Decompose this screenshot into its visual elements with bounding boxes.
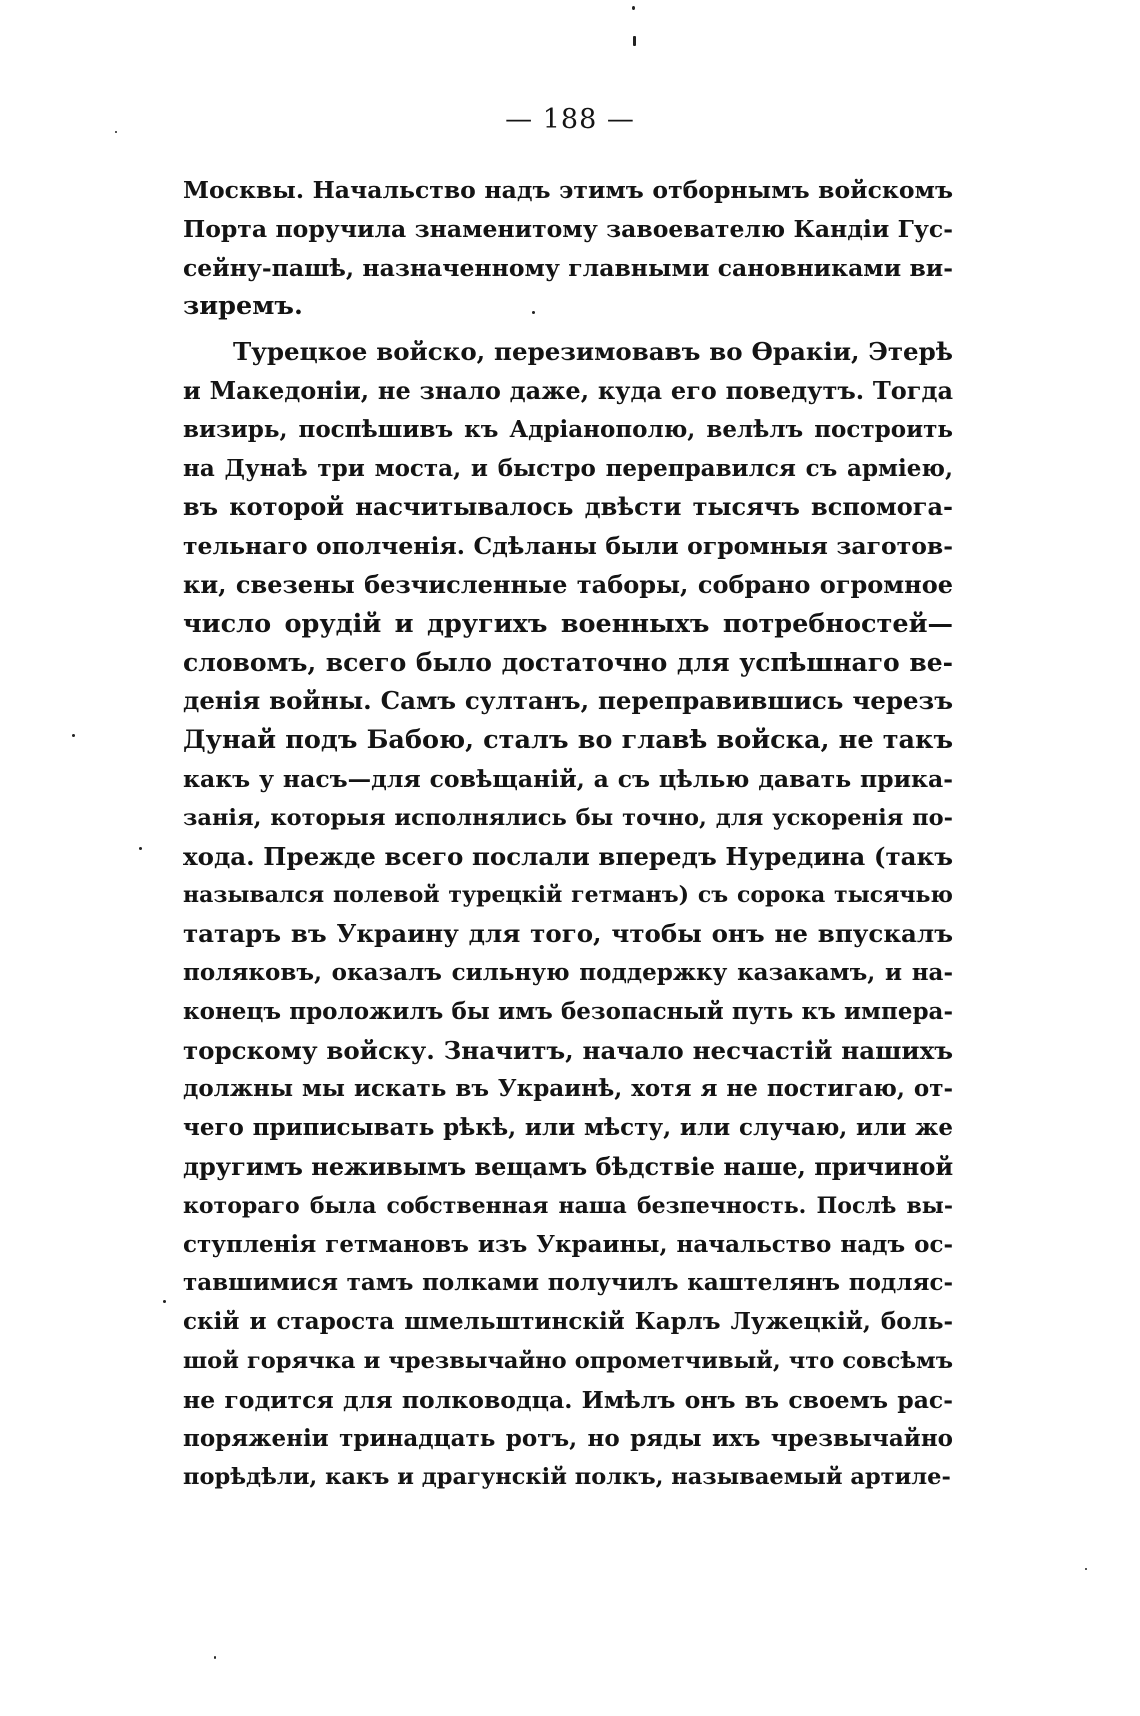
text-line: другимъ неживымъ вещамъ бѣдствіе наше, причиной (183, 1151, 954, 1181)
text-line: какъ у насъ—для совѣщаній, а съ цѣлью давать прика- (183, 764, 953, 793)
text-line: не годится для полководца. Имѣлъ онъ въ своемъ рас- (183, 1385, 953, 1414)
text-line: сейну-пашѣ, назначенному главными сановниками ви- (183, 253, 953, 282)
text-line: шой горячка и чрезвычайно опрометчивый, что совсѣмъ (183, 1347, 953, 1374)
scan-speck (633, 36, 636, 46)
scan-speck (163, 1300, 166, 1303)
paragraph-2 (183, 333, 953, 1497)
page-number: — 188 — (505, 104, 635, 135)
text-line: Москвы. Начальство надъ этимъ отборнымъ войскомъ (183, 176, 953, 204)
text-line: на Дунаѣ три моста, и быстро переправился съ арміею, (183, 454, 953, 482)
text-line: торскому войску. Значитъ, начало несчастій нашихъ (183, 1035, 953, 1065)
scan-speck (72, 734, 75, 737)
text-line: чего приписывать рѣкѣ, или мѣсту, или случаю, или же (183, 1114, 953, 1142)
text-line: денія войны. Самъ султанъ, переправившись черезъ (183, 686, 953, 716)
scan-speck (632, 6, 635, 10)
scan-speck (139, 847, 142, 850)
text-line: ки, свезены безчисленные таборы, собрано огромное (183, 569, 953, 599)
scan-speck (532, 311, 535, 314)
text-line: татаръ въ Украину для того, чтобы онъ не впускалъ (183, 919, 953, 949)
scan-speck (115, 131, 117, 133)
text-line: занія, которыя исполнялись бы точно, для ускоренія по- (183, 804, 953, 831)
text-line: назывался полевой турецкій гетманъ) съ сорока тысячью (183, 882, 953, 909)
text-line: скій и староста шмельштинскій Карлъ Лужецкій, боль- (183, 1308, 953, 1336)
text-line: въ которой насчитывалось двѣсти тысячъ вспомога- (183, 492, 953, 522)
text-line: Порта поручила знаменитому завоевателю Кандіи Гус- (183, 214, 953, 243)
scan-speck (1085, 1568, 1087, 1570)
text-line: поляковъ, оказалъ сильную поддержку казакамъ, и на- (183, 958, 953, 986)
text-line: поряженіи тринадцать ротъ, но ряды ихъ чрезвычайно (183, 1424, 953, 1452)
text-line: и Македоніи, не знало даже, куда его поведутъ. Тогда (183, 375, 953, 405)
text-line: зиремъ. (183, 291, 303, 322)
scan-speck (214, 1656, 216, 1659)
body-text (183, 171, 953, 1497)
text-line: конецъ проложилъ бы имъ безопасный путь къ импера- (183, 997, 953, 1025)
text-line: визирь, поспѣшивъ къ Адріанополю, велѣлъ построить (183, 415, 953, 443)
text-line: должны мы искать въ Украинѣ, хотя я не постигаю, от- (183, 1075, 953, 1103)
text-line: число орудій и другихъ военныхъ потребностей— (183, 608, 953, 639)
text-line: хода. Прежде всего послали впередъ Нуредина (такъ (183, 841, 953, 871)
text-line: Дунай подъ Бабою, сталъ во главѣ войска, не такъ (183, 725, 953, 756)
text-line: ступленія гетмановъ изъ Украины, начальство надъ ос- (183, 1230, 953, 1258)
text-line: тельнаго ополченія. Сдѣланы были огромныя заготов- (183, 532, 953, 561)
text-line: Турецкое войско, перезимовавъ во Өракіи, Этерѣ (233, 337, 953, 367)
text-line: словомъ, всего было достаточно для успѣшнаго ве- (183, 647, 953, 677)
text-line: котораго была собственная наша безпечность. Послѣ вы- (183, 1192, 953, 1219)
paragraph-1 (183, 171, 953, 326)
text-line: тавшимися тамъ полками получилъ каштелянъ подляс- (183, 1269, 953, 1297)
text-line: порѣдѣли, какъ и драгунскій полкъ, называемый артиле- (183, 1464, 951, 1491)
